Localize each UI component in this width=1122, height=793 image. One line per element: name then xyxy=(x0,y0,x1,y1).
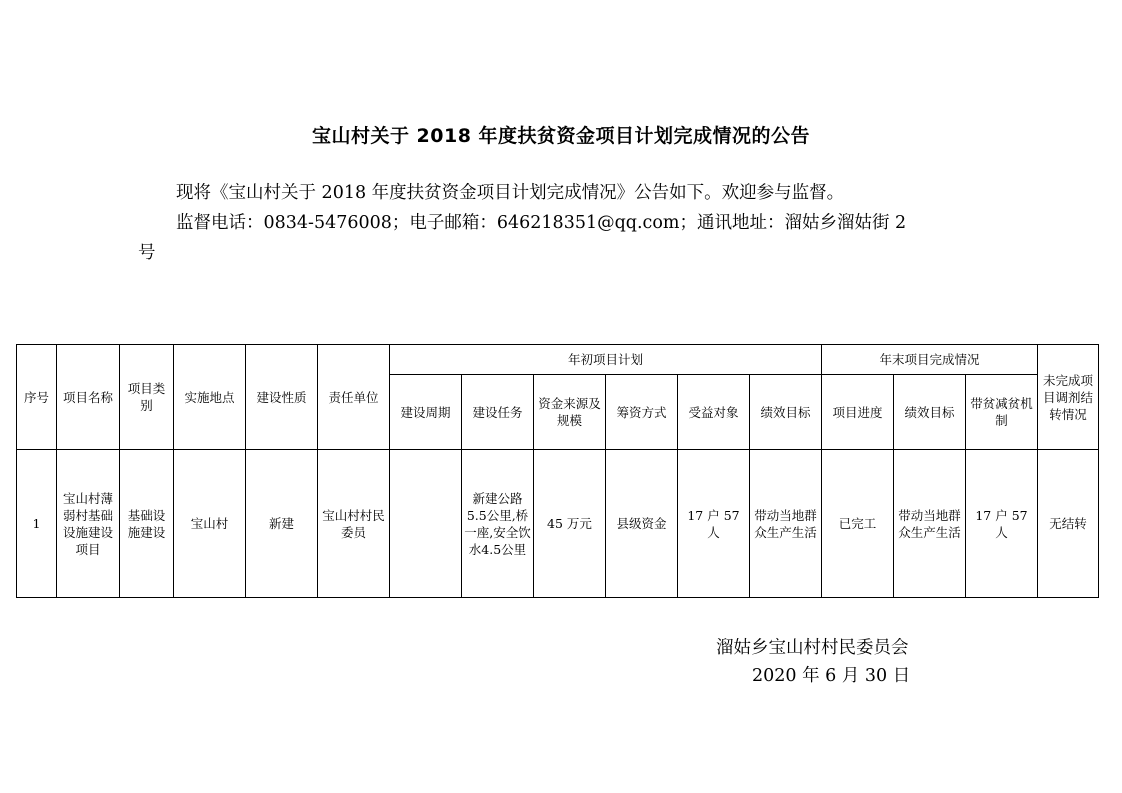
header-beneficiary: 受益对象 xyxy=(678,375,750,450)
notice-title: 宝山村关于 2018 年度扶贫资金项目计划完成情况的公告 xyxy=(311,125,811,147)
header-seq: 序号 xyxy=(17,345,57,450)
intro-line-3: 号 xyxy=(138,243,156,263)
header-done-group: 年末项目完成情况 xyxy=(822,345,1038,375)
cell-mechanism: 17 户 57 人 xyxy=(966,450,1038,598)
cell-seq: 1 xyxy=(17,450,57,598)
cell-unit: 宝山村村民委员 xyxy=(318,450,390,598)
intro-line-1: 现将《宝山村关于 2018 年度扶贫资金项目计划完成情况》公告如下。欢迎参与监督。 xyxy=(176,183,845,203)
header-plan-group: 年初项目计划 xyxy=(390,345,822,375)
cell-period xyxy=(390,450,462,598)
table-row xyxy=(17,450,1099,598)
cell-name: 宝山村薄弱村基础设施建设项目 xyxy=(57,450,120,598)
cell-location: 宝山村 xyxy=(174,450,246,598)
table-header-row-1 xyxy=(17,345,1099,375)
signature-date: 2020 年 6 月 30 日 xyxy=(752,666,911,686)
header-finance: 筹资方式 xyxy=(606,375,678,450)
header-progress: 项目进度 xyxy=(822,375,894,450)
notice-intro xyxy=(138,178,988,268)
intro-line-2: 监督电话：0834-5476008；电子邮箱：646218351@qq.com；通讯地址：溜姑乡溜姑街 2 xyxy=(176,213,907,233)
header-done-target: 绩效目标 xyxy=(894,375,966,450)
project-table xyxy=(16,344,1099,598)
cell-beneficiary: 17 户 57 人 xyxy=(678,450,750,598)
cell-type: 基础设施建设 xyxy=(120,450,174,598)
cell-fund-source: 45 万元 xyxy=(534,450,606,598)
header-unit: 责任单位 xyxy=(318,345,390,450)
signature-org: 溜姑乡宝山村村民委员会 xyxy=(716,638,909,658)
cell-task: 新建公路5.5公里,桥一座,安全饮水4.5公里 xyxy=(462,450,534,598)
cell-nature: 新建 xyxy=(246,450,318,598)
header-task: 建设任务 xyxy=(462,375,534,450)
header-type: 项目类别 xyxy=(120,345,174,450)
header-fund-source: 资金来源及规模 xyxy=(534,375,606,450)
cell-progress: 已完工 xyxy=(822,450,894,598)
header-location: 实施地点 xyxy=(174,345,246,450)
cell-balance: 无结转 xyxy=(1038,450,1099,598)
header-mechanism: 带贫减贫机制 xyxy=(966,375,1038,450)
cell-finance: 县级资金 xyxy=(606,450,678,598)
header-period: 建设周期 xyxy=(390,375,462,450)
header-target: 绩效目标 xyxy=(750,375,822,450)
header-balance: 未完成项目调剂结转情况 xyxy=(1038,345,1099,450)
header-name: 项目名称 xyxy=(57,345,120,450)
header-nature: 建设性质 xyxy=(246,345,318,450)
cell-done-target: 带动当地群众生产生活 xyxy=(894,450,966,598)
cell-target: 带动当地群众生产生活 xyxy=(750,450,822,598)
